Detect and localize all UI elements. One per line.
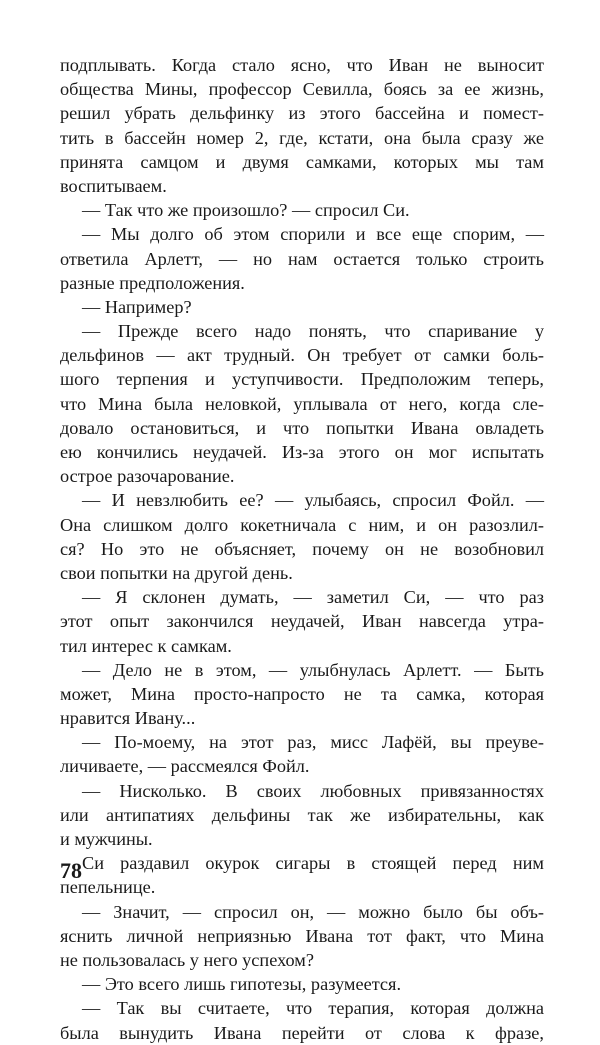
text-line: разные предположения. [60, 272, 245, 293]
text-line: воспитываем. [60, 175, 167, 196]
text-line: — Это всего лишь гипотезы, разумеется. [82, 974, 402, 995]
text-line: — Значит, — спросил он, — можно было бы объ- [82, 901, 544, 922]
text-line: тить в бассейн номер 2, где, кстати, она была сразу же [60, 127, 544, 148]
text-line: личиваете, — рассмеялся Фойл. [60, 756, 310, 777]
text-line: ею кончились неудачей. Из-за этого он мог испытать [60, 442, 544, 462]
text-line: тил интерес к самкам. [60, 635, 232, 656]
text-line: острое разочарование. [60, 466, 235, 487]
text-line: этот опыт закончился неудачей, Иван навсегда утра- [60, 611, 544, 632]
text-line: Она слишком долго кокетничала с ним, и он разозлил- [60, 514, 544, 535]
text-line: не пользовалась у него успехом? [60, 949, 314, 970]
text-line: нравится Ивану... [60, 708, 196, 729]
text-line: — По-моему, на этот раз, мисс Лафёй, вы преуве- [82, 732, 544, 753]
text-line: решил убрать дельфинку из этого бассейна и помест- [60, 103, 544, 124]
page-body [60, 53, 544, 1045]
text-line: принята самцом и двумя самками, которых мы там [60, 151, 544, 172]
text-line: свои попытки на другой день. [60, 562, 293, 583]
text-line: подплывать. Когда стало ясно, что Иван не выносит [60, 55, 544, 75]
text-line: пепельнице. [60, 877, 156, 898]
text-line: была вынудить Ивана перейти от слова к фразе, [60, 1022, 544, 1043]
text-line: что Мина была неловкой, уплывала от него, когда сле- [60, 393, 544, 414]
text-line: Си раздавил окурок сигары в стоящей перед ним [82, 853, 544, 874]
text-line: шого терпения и уступчивости. Предположим теперь, [60, 369, 544, 390]
text-line: — Мы долго об этом спорили и все еще спорим, — [82, 224, 544, 245]
text-line: общества Мины, профессор Севилла, боясь за ее жизнь, [60, 79, 544, 100]
text-line: — Я склонен думать, — заметил Си, — что раз [82, 587, 544, 608]
page-number: 78 [60, 858, 82, 883]
text-line: — Прежде всего надо понять, что спаривание у [82, 321, 544, 342]
text-line: — Дело не в этом, — улыбнулась Арлетт. — Быть [82, 659, 544, 680]
text-line: дельфинов — акт трудный. Он требует от самки боль- [60, 345, 544, 366]
text-line: и мужчины. [60, 829, 153, 849]
text-line: — Например? [82, 296, 192, 317]
text-line: — Нисколько. В своих любовных привязанностях [82, 780, 544, 801]
text-line: ся? Но это не объясняет, почему он не возобновил [60, 538, 544, 559]
text-line: довало остановиться, и что попытки Ивана овладеть [60, 417, 544, 438]
text-line: или антипатиях дельфины так же избирательны, как [60, 804, 544, 825]
text-line: — Так что же произошло? — спросил Си. [82, 200, 410, 221]
text-line: ответила Арлетт, — но нам остается только строить [60, 248, 544, 269]
text-line: яснить личной неприязнью Ивана тот факт, что Мина [60, 925, 544, 946]
text-line: может, Мина просто-напросто не та самка, которая [60, 683, 544, 704]
text-line: — И невзлюбить ее? — улыбаясь, спросил Фойл. — [82, 490, 544, 511]
text-line: — Так вы считаете, что терапия, которая должна [82, 998, 544, 1019]
